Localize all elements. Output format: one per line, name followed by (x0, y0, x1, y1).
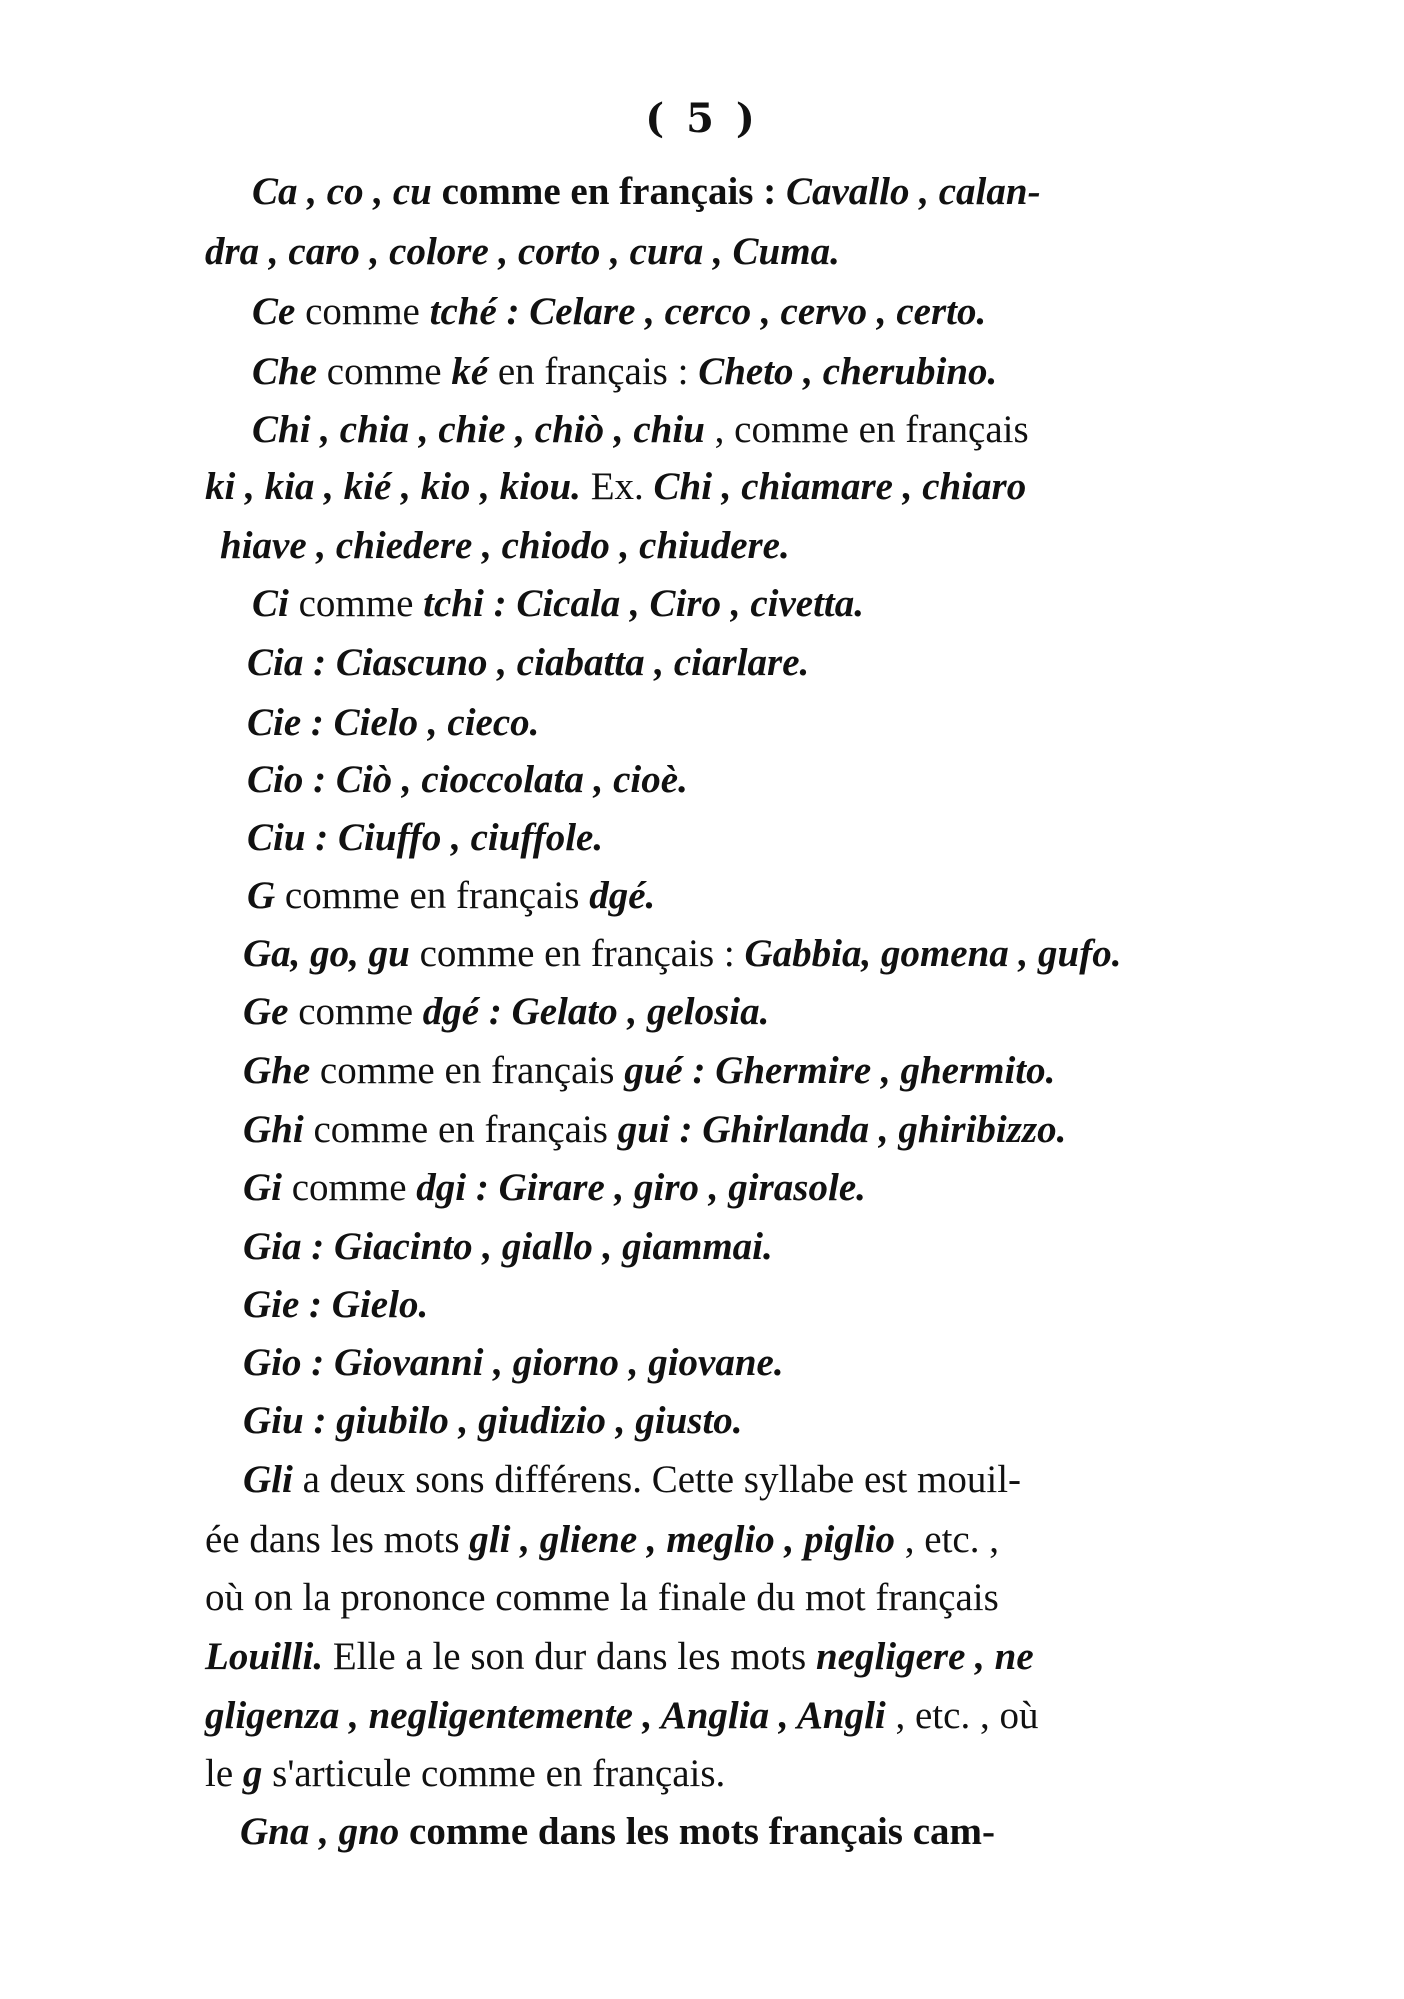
text-line (243, 1285, 428, 1324)
term: Che (252, 350, 318, 393)
text-line (243, 1401, 743, 1440)
example: Chi , chiamare , chiaro (653, 465, 1027, 508)
pronunciation: dgé. (589, 874, 656, 917)
text-line (252, 292, 986, 331)
example: gui : Ghirlanda , ghiribizzo. (617, 1108, 1067, 1151)
pronunciation: ké (451, 350, 489, 393)
text-line (247, 876, 655, 915)
example: negligere , ne (815, 1635, 1034, 1678)
text-line (247, 818, 603, 857)
text: comme (288, 582, 424, 625)
text: comme (288, 990, 423, 1033)
text: comme (282, 1166, 417, 1209)
example: Ciu : Ciuffo , ciuffole. (247, 816, 604, 859)
example: Cia : Ciascuno , ciabatta , ciarlare. (247, 641, 810, 684)
text: comme (295, 290, 430, 333)
term: Gi (243, 1166, 282, 1209)
example: Giu : giubilo , giudizio , giusto. (243, 1399, 743, 1442)
text-line (243, 1110, 1066, 1149)
text-line (247, 760, 688, 799)
term: Ga, go, gu (243, 932, 410, 975)
text-line (243, 992, 769, 1031)
text-line (243, 1227, 773, 1266)
example: Gabbia, gomena , gufo. (744, 932, 1122, 975)
text: s'articule comme en français. (262, 1752, 726, 1795)
text: comme en français (303, 1108, 618, 1151)
term: Ce (252, 290, 296, 333)
text: Ex. (580, 465, 654, 508)
example: Gie : Gielo. (243, 1283, 429, 1326)
text: , etc. , où (885, 1694, 1039, 1737)
text: comme en français (310, 1049, 625, 1092)
text-line (252, 352, 997, 391)
example: hiave , chiedere , chiodo , chiudere. (220, 524, 790, 567)
text: , comme en français (704, 408, 1029, 451)
text-line (205, 1696, 1038, 1735)
text-line (252, 584, 864, 623)
term: Ghi (243, 1108, 304, 1151)
term: Gna , gno (240, 1810, 400, 1853)
text: où on la prononce comme la finale du mot français (205, 1576, 999, 1619)
text: comme en français : (409, 932, 745, 975)
example: tché : Celare , cerco , cervo , certo. (429, 290, 987, 333)
text: comme en français : (431, 170, 786, 213)
text-line (240, 1812, 995, 1851)
text-line (205, 1637, 1034, 1676)
example: dgé : Gelato , gelosia. (422, 990, 770, 1033)
example: gligenza , negligentemente , Anglia , Angli (205, 1694, 886, 1737)
text-line (243, 1051, 1055, 1090)
example: Cie : Cielo , cieco. (247, 701, 540, 744)
term: Ci (252, 582, 289, 625)
text: comme dans les mots français cam- (399, 1810, 996, 1853)
example: dra , caro , colore , corto , cura , Cuma. (205, 230, 840, 273)
example: Cavallo , calan- (785, 170, 1041, 213)
term: Chi , chia , chie , chiò , chiu (252, 408, 705, 451)
text-line (205, 1578, 999, 1617)
pronunciation: ki , kia , kié , kio , kiou. (205, 465, 581, 508)
text: comme en français (275, 874, 590, 917)
term: G (247, 874, 276, 917)
text-line (252, 410, 1029, 449)
term: Ge (243, 990, 289, 1033)
example: Cheto , cherubino. (698, 350, 998, 393)
text-line (243, 1460, 1021, 1499)
text-line (243, 934, 1121, 973)
term: Ghe (243, 1049, 311, 1092)
example: Cio : Ciò , cioccolata , cioè. (247, 758, 688, 801)
text-line (243, 1343, 784, 1382)
example: Gia : Giacinto , giallo , giammai. (243, 1225, 773, 1268)
example: gli , gliene , meglio , piglio (469, 1518, 896, 1561)
text-line (252, 172, 1041, 211)
text: comme (317, 350, 452, 393)
text-line (247, 643, 809, 682)
text-line (205, 467, 1026, 506)
page-number: ( 5 ) (645, 95, 759, 142)
text-line (243, 1168, 866, 1207)
text-line (220, 526, 790, 565)
text: , etc. , (895, 1518, 999, 1561)
example: tchi : Cicala , Ciro , civetta. (423, 582, 865, 625)
text: Elle a le son dur dans les mots (323, 1635, 816, 1678)
example: Louilli. (205, 1635, 324, 1678)
example: gué : Ghermire , ghermito. (624, 1049, 1056, 1092)
text-line (205, 1754, 725, 1793)
term: Ca , co , cu (252, 170, 432, 213)
term: Gli (243, 1458, 293, 1501)
text: en français : (488, 350, 699, 393)
text: a deux sons différens. Cette syllabe est mouil- (292, 1458, 1022, 1501)
term: g (242, 1752, 263, 1795)
text: ée dans les mots (205, 1518, 470, 1561)
text: le (205, 1752, 243, 1795)
example: dgi : Girare , giro , girasole. (416, 1166, 866, 1209)
text-line (205, 232, 840, 271)
example: Gio : Giovanni , giorno , giovane. (243, 1341, 784, 1384)
text-line (247, 703, 539, 742)
text-line (205, 1520, 999, 1559)
